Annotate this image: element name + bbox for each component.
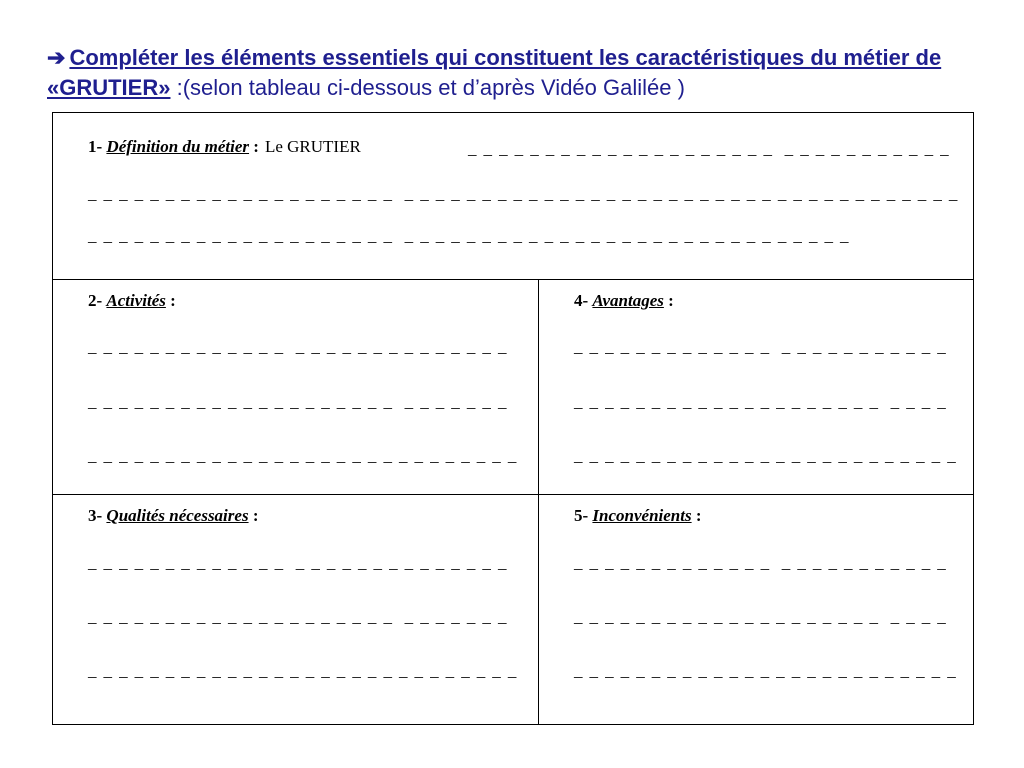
- definition-answer-line-3[interactable]: _ _ _ _ _ _ _ _ _ _ _ _ _ _ _ _ _ _ _ _ _ _ _ _ _ _ _ _ _ _ _ _ _ _ _ _ _ _ _ _ _ _ _ _ _ _ _ _ _: [88, 226, 850, 245]
- qualites-answer-line-1[interactable]: _ _ _ _ _ _ _ _ _ _ _ _ _ _ _ _ _ _ _ _ _ _ _ _ _ _ _: [88, 553, 508, 572]
- qualites-answer-line-2[interactable]: _ _ _ _ _ _ _ _ _ _ _ _ _ _ _ _ _ _ _ _ _ _ _ _ _ _ _: [88, 607, 508, 626]
- worksheet-table: [52, 112, 974, 725]
- activites-label: 2- Activités :: [88, 291, 176, 310]
- qualites-answer-line-3[interactable]: _ _ _ _ _ _ _ _ _ _ _ _ _ _ _ _ _ _ _ _ _ _ _ _ _ _ _ _: [88, 661, 518, 680]
- instruction-header: [47, 43, 997, 103]
- definition-term: Définition du métier: [106, 137, 250, 156]
- avantages-answer-line-3[interactable]: _ _ _ _ _ _ _ _ _ _ _ _ _ _ _ _ _ _ _ _ _ _ _ _ _: [574, 446, 958, 465]
- inconvenients-answer-line-3[interactable]: _ _ _ _ _ _ _ _ _ _ _ _ _ _ _ _ _ _ _ _ _ _ _ _ _: [574, 661, 958, 680]
- activites-term: Activités: [106, 291, 166, 310]
- instruction-subtitle: :(selon tableau ci-dessous et d’après Vidéo Galilée ): [170, 75, 685, 100]
- inconvenients-answer-line-1[interactable]: _ _ _ _ _ _ _ _ _ _ _ _ _ _ _ _ _ _ _ _ _ _ _ _: [574, 553, 948, 572]
- activites-answer-line-2[interactable]: _ _ _ _ _ _ _ _ _ _ _ _ _ _ _ _ _ _ _ _ _ _ _ _ _ _ _: [88, 392, 508, 411]
- column-divider: [538, 279, 539, 725]
- inconvenients-answer-line-2[interactable]: _ _ _ _ _ _ _ _ _ _ _ _ _ _ _ _ _ _ _ _ _ _ _ _: [574, 607, 948, 626]
- definition-answer-line-1[interactable]: _ _ _ _ _ _ _ _ _ _ _ _ _ _ _ _ _ _ _ _ _ _ _ _ _ _ _ _ _ _ _: [468, 139, 951, 158]
- avantages-label: 4- Avantages :: [574, 291, 674, 310]
- inconvenients-label: 5- Inconvénients :: [574, 506, 702, 525]
- instruction-title: Compléter les éléments essentiels qui constituent les caractéristiques du métier de «GRUTIER»: [47, 45, 942, 100]
- avantages-term: Avantages: [592, 291, 664, 310]
- row-divider-1: [53, 279, 973, 280]
- inconvenients-term: Inconvénients: [592, 506, 692, 525]
- definition-lead-text: Le GRUTIER: [264, 137, 361, 156]
- definition-answer-line-2[interactable]: _ _ _ _ _ _ _ _ _ _ _ _ _ _ _ _ _ _ _ _ _ _ _ _ _ _ _ _ _ _ _ _ _ _ _ _ _ _ _ _ _ _ _ _ _ _ _ _ _ _ _ _ _ _ _ _: [88, 184, 959, 203]
- activites-answer-line-3[interactable]: _ _ _ _ _ _ _ _ _ _ _ _ _ _ _ _ _ _ _ _ _ _ _ _ _ _ _ _: [88, 446, 518, 465]
- activites-answer-line-1[interactable]: _ _ _ _ _ _ _ _ _ _ _ _ _ _ _ _ _ _ _ _ _ _ _ _ _ _ _: [88, 337, 508, 356]
- qualites-term: Qualités nécessaires: [106, 506, 249, 525]
- qualites-label: 3- Qualités nécessaires :: [88, 506, 259, 525]
- arrow-right-icon: ➔: [47, 45, 66, 70]
- definition-label: 1- Définition du métier : Le GRUTIER: [88, 137, 361, 156]
- avantages-answer-line-2[interactable]: _ _ _ _ _ _ _ _ _ _ _ _ _ _ _ _ _ _ _ _ _ _ _ _: [574, 392, 948, 411]
- row-divider-2: [53, 494, 973, 495]
- avantages-answer-line-1[interactable]: _ _ _ _ _ _ _ _ _ _ _ _ _ _ _ _ _ _ _ _ _ _ _ _: [574, 337, 948, 356]
